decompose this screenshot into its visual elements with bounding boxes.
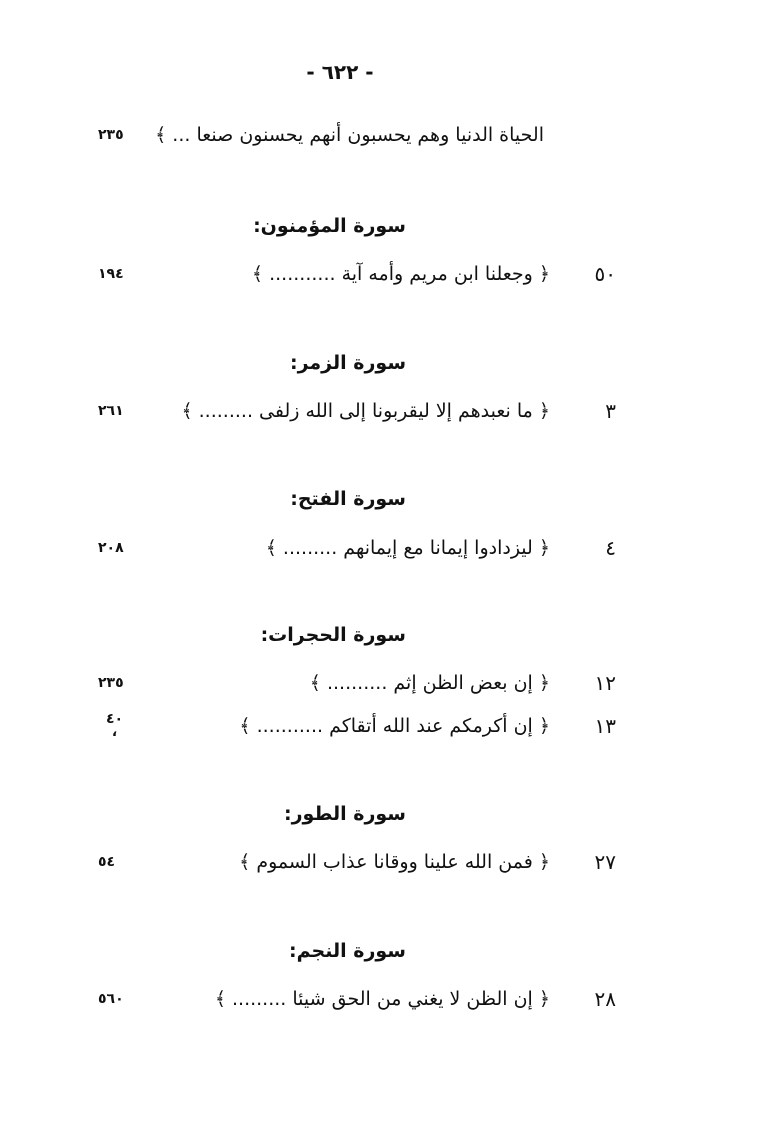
verse-text: ﴿ وجعلنا ابن مريم وأمه آية ........... ﴾	[251, 263, 550, 285]
index-row	[0, 531, 758, 565]
index-row	[0, 709, 758, 743]
page-reference: ٢٣٥	[98, 675, 124, 691]
surah-heading: سورة الحجرات:	[260, 624, 406, 646]
page-reference: ٢٣٥	[98, 127, 124, 143]
page-reference	[106, 713, 123, 739]
surah-heading: سورة النجم:	[289, 940, 406, 962]
page-reference: ٢٠٨	[98, 540, 124, 556]
verse-number: ١٢	[594, 671, 616, 695]
surah-heading: سورة المؤمنون:	[253, 215, 406, 237]
verse-number: ٢٨	[594, 987, 616, 1011]
surah-heading: سورة الفتح:	[290, 488, 406, 510]
page-reference: ٥٤	[98, 854, 116, 870]
verse-text: ﴿ إن الظن لا يغني من الحق شيئا ......... ﴾	[214, 988, 550, 1010]
index-row	[0, 666, 758, 700]
page-number: - ٦٢٢ -	[306, 60, 374, 84]
verse-text: الحياة الدنيا وهم يحسبون أنهم يحسنون صنعا ... ﴾	[155, 124, 544, 146]
surah-heading: سورة الزمر:	[289, 352, 406, 374]
index-row	[0, 118, 758, 152]
index-row	[0, 982, 758, 1016]
page-reference: ١٩٤	[98, 266, 124, 282]
verse-number: ٤	[605, 536, 616, 560]
verse-text: ﴿ إن بعض الظن إثم .......... ﴾	[309, 672, 550, 694]
page-reference: ٥٦٠	[98, 991, 124, 1007]
verse-text: ﴿ ليزدادوا إيمانا مع إيمانهم ......... ﴾	[265, 537, 550, 559]
verse-text: ﴿ فمن الله علينا ووقانا عذاب السموم ﴾	[239, 851, 550, 873]
page-reference-top: ٤٠	[106, 711, 124, 727]
verse-number: ٥٠	[594, 262, 616, 286]
surah-heading: سورة الطور:	[284, 803, 406, 825]
index-row	[0, 394, 758, 428]
page-reference-bottom: ،	[111, 724, 118, 740]
verse-number: ١٣	[594, 714, 616, 738]
verse-number: ٢٧	[594, 850, 616, 874]
verse-text: ﴿ إن أكرمكم عند الله أتقاكم ........... ﴾	[239, 715, 550, 737]
index-row	[0, 845, 758, 879]
page-reference: ٢٦١	[98, 403, 124, 419]
verse-text: ﴿ ما نعبدهم إلا ليقربونا إلى الله زلفى ......... ﴾	[181, 400, 550, 422]
index-row	[0, 257, 758, 291]
verse-number: ٣	[605, 399, 616, 423]
